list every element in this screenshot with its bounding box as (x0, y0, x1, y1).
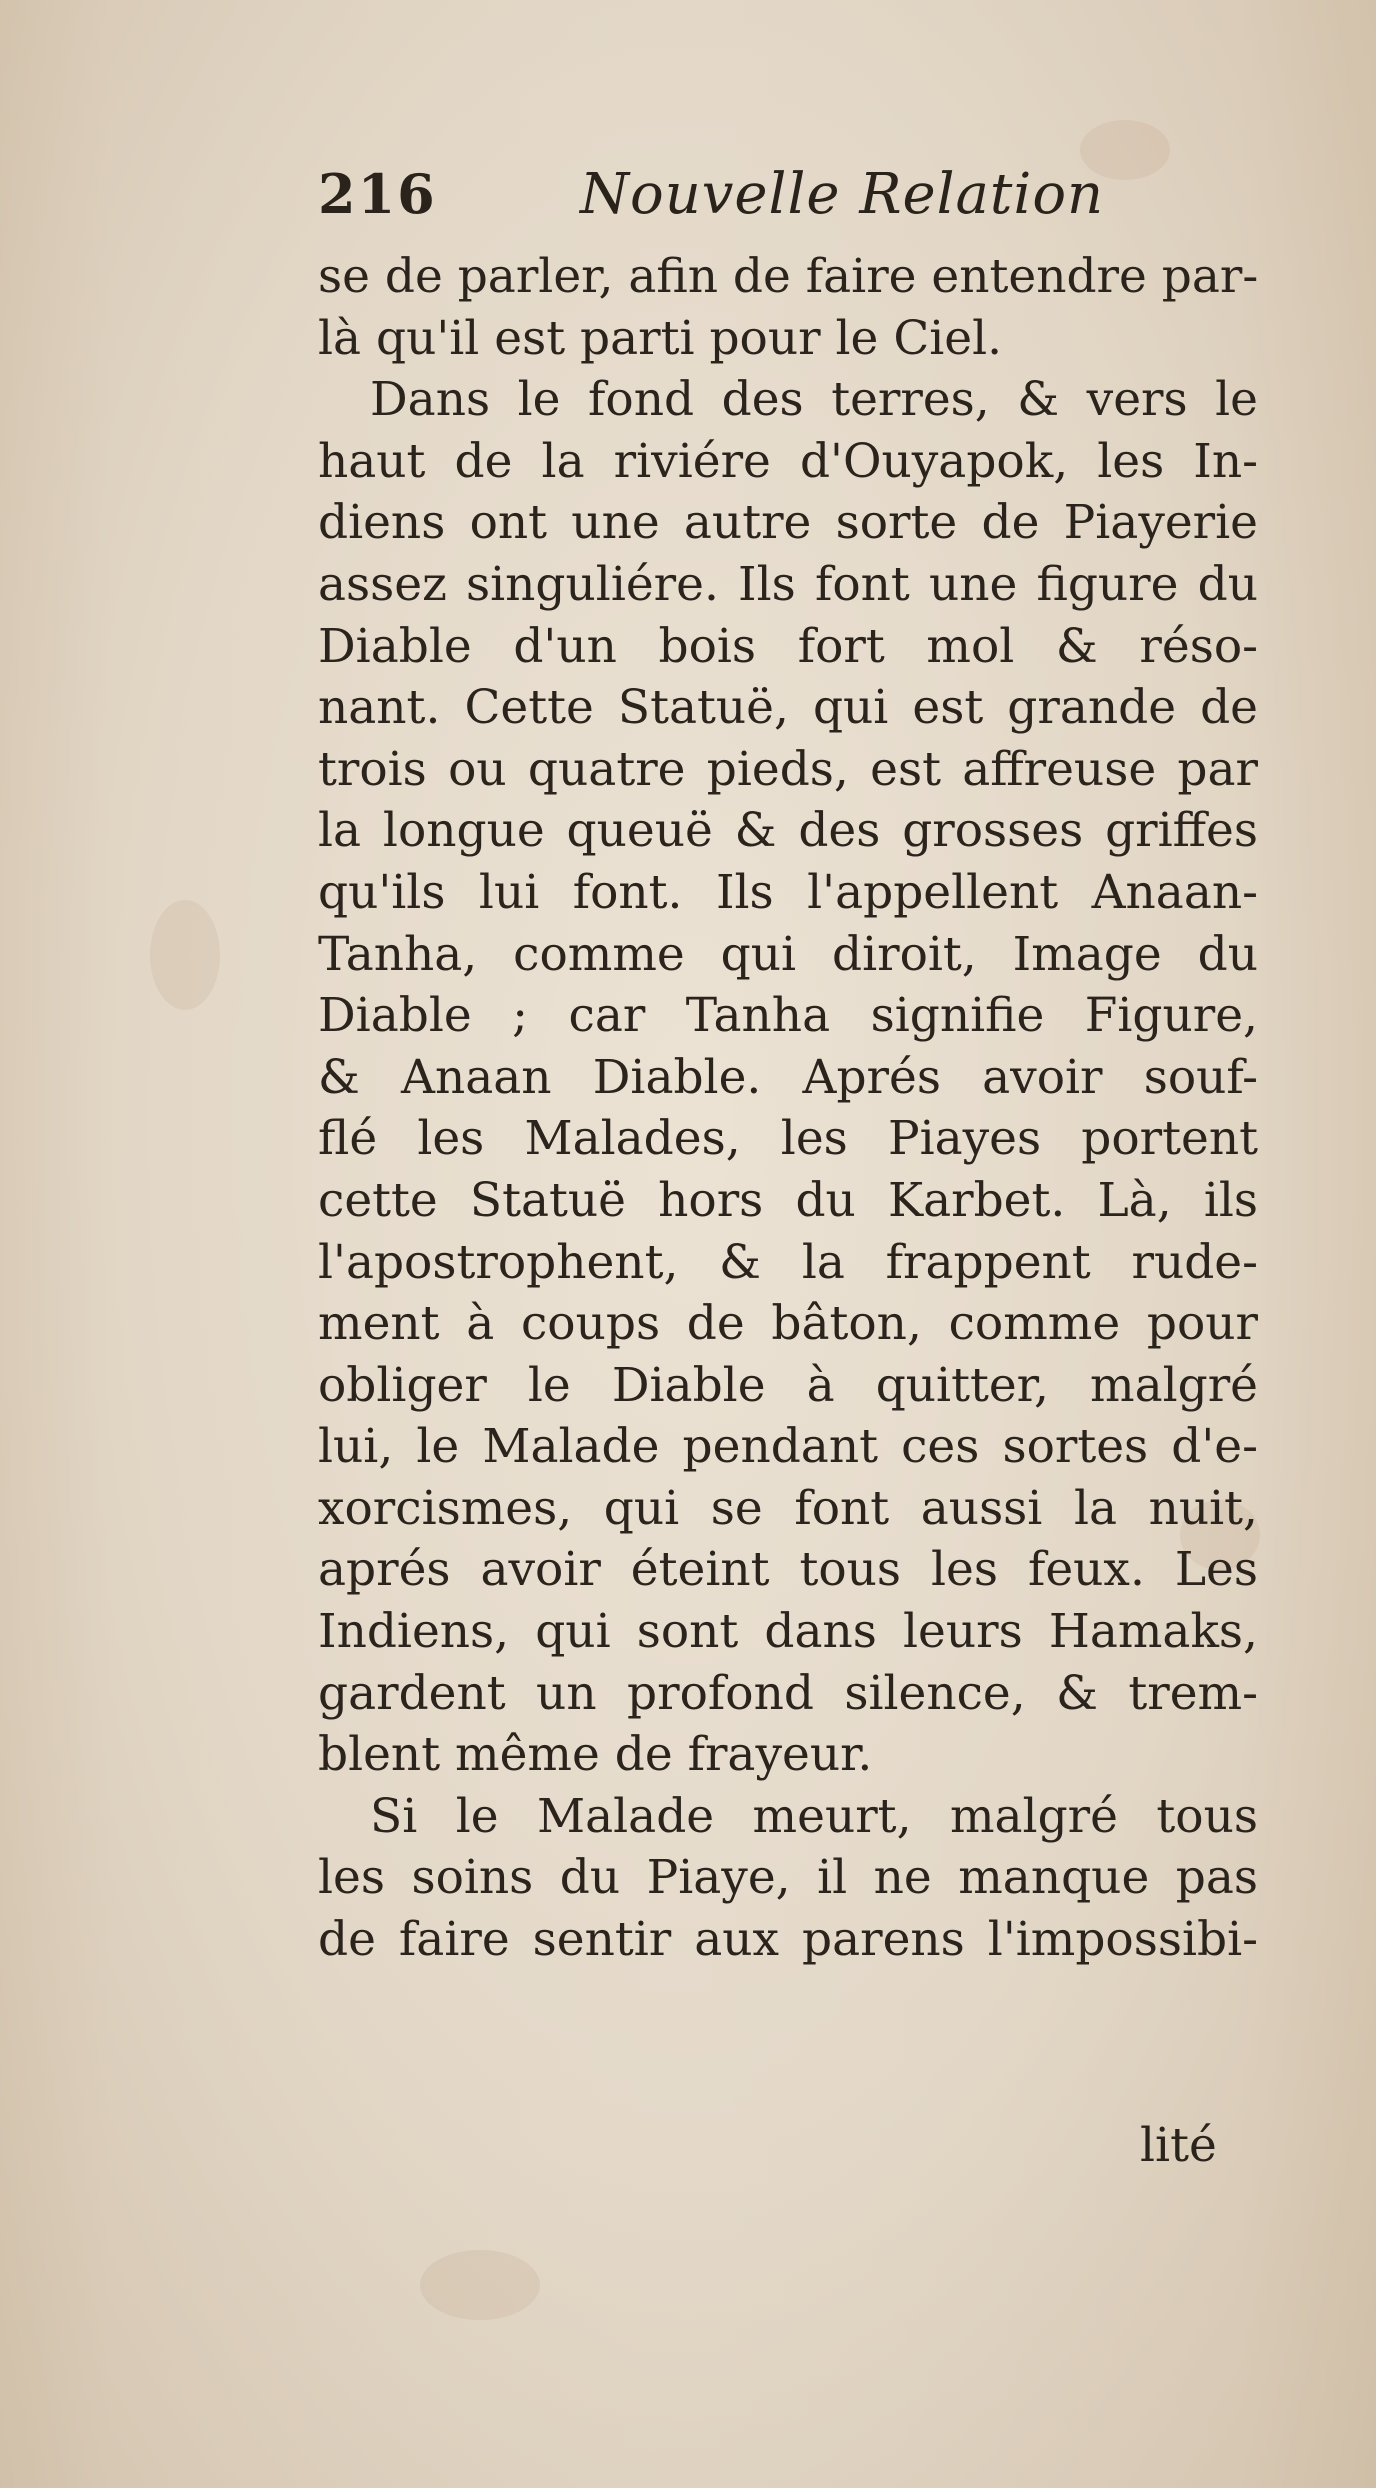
text-line: blent même de frayeur. (318, 1727, 873, 1783)
text-line: xorcismes, qui se font aussi la nuit, (318, 1480, 1258, 1536)
page-header (318, 162, 1128, 242)
text-line: là qu'il est parti pour le Ciel. (318, 310, 1003, 366)
text-line: lui, le Malade pendant ces sortes d'e- (318, 1419, 1258, 1475)
text-line: obliger le Diable à quitter, malgré (318, 1357, 1258, 1413)
text-line: les soins du Piaye, il ne manque pas (318, 1850, 1258, 1906)
text-line: se de parler, afin de faire entendre par- (318, 249, 1259, 304)
text-line: assez singuliére. Ils font une figure du (318, 556, 1258, 612)
text-line: Dans le fond des terres, & vers le (370, 372, 1258, 428)
text-line: Tanha, comme qui diroit, Image du (318, 926, 1258, 982)
text-line: gardent un profond silence, & trem- (318, 1665, 1258, 1721)
text-line: trois ou quatre pieds, est affreuse par (318, 741, 1258, 797)
text-line: cette Statuë hors du Karbet. Là, ils (318, 1172, 1258, 1228)
paper-stain (150, 900, 220, 1010)
text-line: qu'ils lui font. Ils l'appellent Anaan- (318, 864, 1258, 920)
body-text (318, 246, 1258, 1971)
text-line: nant. Cette Statuë, qui est grande de (318, 680, 1258, 736)
text-line: la longue queuë & des grosses griffes (318, 803, 1258, 859)
text-line: haut de la riviére d'Ouyapok, les In- (318, 433, 1258, 489)
text-line: Si le Malade meurt, malgré tous (370, 1788, 1258, 1844)
catchword: lité (1140, 2118, 1217, 2173)
paper-stain (420, 2250, 540, 2320)
running-head: Nouvelle Relation (580, 162, 1105, 227)
text-line: aprés avoir éteint tous les feux. Les (318, 1542, 1258, 1598)
text-line: flé les Malades, les Piayes portent (318, 1111, 1258, 1167)
page-number: 216 (318, 162, 437, 226)
text-line: ment à coups de bâton, comme pour (318, 1296, 1258, 1352)
text-line: diens ont une autre sorte de Piayerie (318, 495, 1258, 551)
text-line: l'apostrophent, & la frappent rude- (318, 1234, 1258, 1290)
text-line: & Anaan Diable. Aprés avoir souf- (318, 1049, 1258, 1105)
text-line: de faire sentir aux parens l'impossibi- (318, 1912, 1258, 1968)
text-line: Indiens, qui sont dans leurs Hamaks, (318, 1604, 1258, 1660)
text-line: Diable ; car Tanha signifie Figure, (318, 988, 1258, 1044)
text-line: Diable d'un bois fort mol & réso- (318, 618, 1258, 674)
